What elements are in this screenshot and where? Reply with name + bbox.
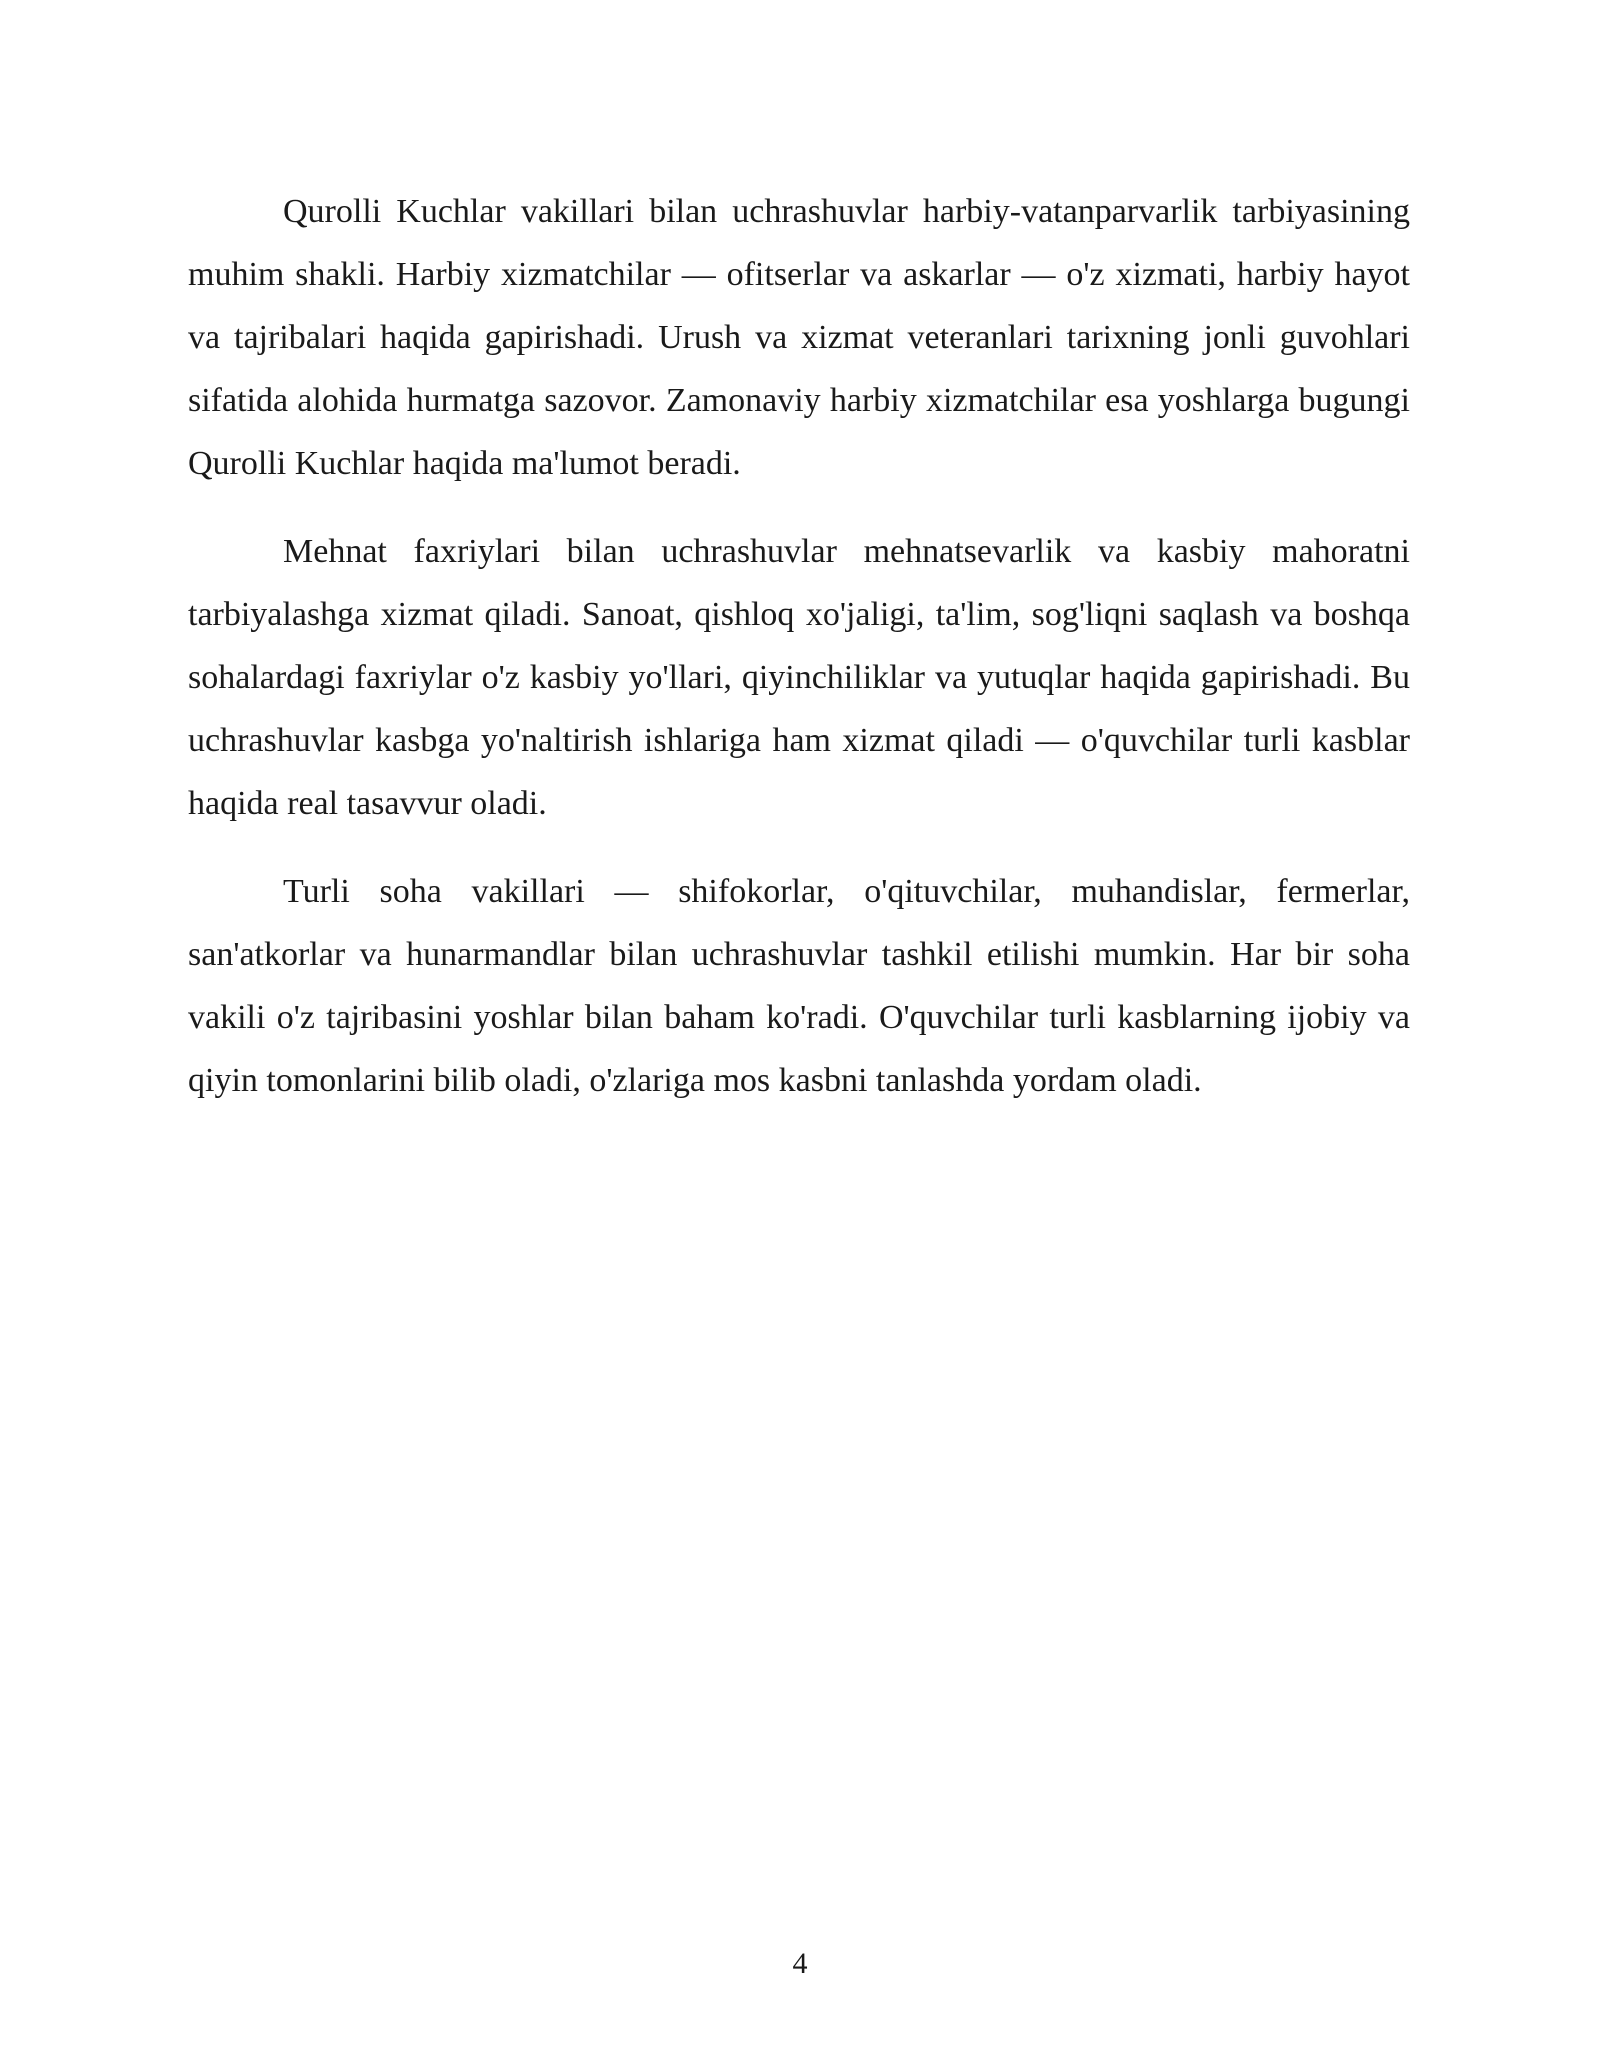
paragraph-labor-veterans: Mehnat faxriylari bilan uchrashuvlar mehnatsevarlik va kasbiy mahoratni tarbiyalashga xizmat qiladi. Sanoat, qishloq xo'jaligi, ta'lim, sog'liqni saqlash va boshqa sohalardagi faxriylar o'z kasbiy yo'llari, qiyinchiliklar va yutuqlar haqida gapirishadi. Bu uchrashuvlar kasbga yo'naltirish ishlariga ham xizmat qiladi — o'quvchilar turli kasblar haqida real tasavvur oladi.: [188, 533, 1410, 822]
page-number: 4: [792, 1947, 808, 1980]
body-text: [188, 180, 1410, 1137]
paragraph-professions: Turli soha vakillari — shifokorlar, o'qituvchilar, muhandislar, fermerlar, san'atkorlar va hunarmandlar bilan uchrashuvlar tashkil etilishi mumkin. Har bir soha vakili o'z tajribasini yoshlar bilan baham ko'radi. O'quvchilar turli kasblarning ijobiy va qiyin tomonlarini bilib oladi, o'zlariga mos kasbni tanlashda yordam oladi.: [188, 873, 1410, 1099]
paragraph-armed-forces: Qurolli Kuchlar vakillari bilan uchrashuvlar harbiy-vatanparvarlik tarbiyasining muhim shakli. Harbiy xizmatchilar — ofitserlar va askarlar — o'z xizmati, harbiy hayot va tajribalari haqida gapirishadi. Urush va xizmat veteranlari tarixning jonli guvohlari sifatida alohida hurmatga sazovor. Zamonaviy harbiy xizmatchilar esa yoshlarga bugungi Qurolli Kuchlar haqida ma'lumot beradi.: [188, 193, 1410, 482]
